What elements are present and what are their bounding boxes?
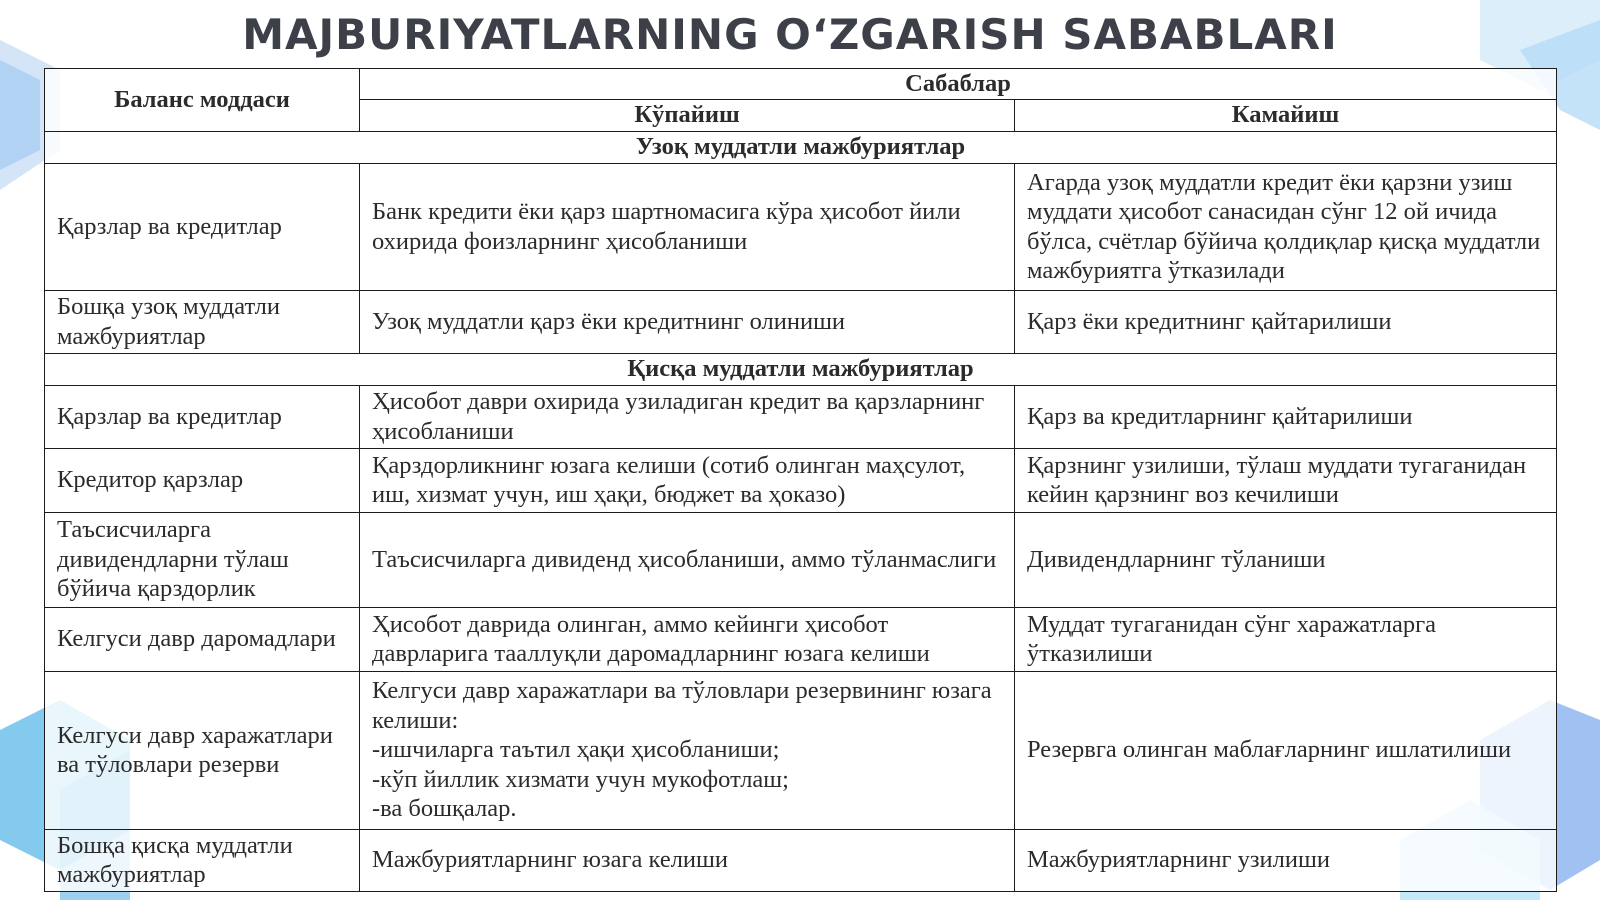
- header-balance-item: Баланс моддаси: [45, 69, 360, 132]
- cell-increase: Банк кредити ёки қарз шартномасига кўра ҳисобот йили охирида фоизларнинг ҳисобланиши: [360, 163, 1015, 290]
- table-row: [45, 607, 1557, 671]
- page-title: MAJBURIYATLARNING O‘ZGARISH SABABLARI: [242, 10, 1338, 59]
- cell-balance-item: Келгуси давр даромадлари: [45, 607, 360, 671]
- cell-increase: Узоқ муддатли қарз ёки кредитнинг олиниши: [360, 290, 1015, 353]
- cell-increase: Ҳисобот даври охирида узиладиган кредит ва қарзларнинг ҳисобланиши: [360, 385, 1015, 448]
- table-row: [45, 290, 1557, 353]
- section-title-long-term: Узоқ муддатли мажбуриятлар: [45, 131, 1557, 163]
- cell-balance-item: Қарзлар ва кредитлар: [45, 163, 360, 290]
- section-row: [45, 131, 1557, 163]
- cell-decrease: Муддат тугаганидан сўнг харажатларга ўтказилиши: [1015, 607, 1557, 671]
- header-row-top: [45, 69, 1557, 100]
- section-row: [45, 353, 1557, 385]
- cell-increase: Мажбуриятларнинг юзага келиши: [360, 829, 1015, 891]
- header-decrease: Камайиш: [1015, 99, 1557, 131]
- cell-balance-item: Таъсисчиларга дивидендларни тўлаш бўйича қарздорлик: [45, 512, 360, 607]
- cell-balance-item: Қарзлар ва кредитлар: [45, 385, 360, 448]
- table-row: [45, 671, 1557, 829]
- cell-increase: Қарздорликнинг юзага келиши (сотиб олинган маҳсулот, иш, хизмат учун, иш ҳақи, бюджет ва ҳоказо): [360, 448, 1015, 512]
- cell-increase: Ҳисобот даврида олинган, аммо кейинги ҳисобот даврларига тааллуқли даромадларнинг юзага келиши: [360, 607, 1015, 671]
- table-row: [45, 829, 1557, 891]
- cell-decrease: Резервга олинган маблағларнинг ишлатилиши: [1015, 671, 1557, 829]
- cell-balance-item: Бошқа қисқа муддатли мажбуриятлар: [45, 829, 360, 891]
- cell-decrease: Мажбуриятларнинг узилиши: [1015, 829, 1557, 891]
- table-row: [45, 385, 1557, 448]
- cell-decrease: Қарзнинг узилиши, тўлаш муддати тугаганидан кейин қарзнинг воз кечилиши: [1015, 448, 1557, 512]
- section-title-short-term: Қисқа муддатли мажбуриятлар: [45, 353, 1557, 385]
- cell-balance-item: Кредитор қарзлар: [45, 448, 360, 512]
- cell-decrease: Агарда узоқ муддатли кредит ёки қарзни узиш муддати ҳисобот санасидан сўнг 12 ой ичида бўлса, счётлар бўйича қолдиқлар қисқа муддатли мажбуриятга ўтказилади: [1015, 163, 1557, 290]
- liabilities-changes-table: [44, 68, 1557, 892]
- table-row: [45, 448, 1557, 512]
- cell-balance-item: Келгуси давр харажатлари ва тўловлари резерви: [45, 671, 360, 829]
- cell-increase: Келгуси давр харажатлари ва тўловлари резервининг юзага келиши: -ишчиларга таътил ҳақи ҳисобланиши; -кўп йиллик хизмати учун мукофотлаш; -ва бошқалар.: [360, 671, 1015, 829]
- header-reasons: Сабаблар: [360, 69, 1557, 100]
- cell-balance-item: Бошқа узоқ муддатли мажбуриятлар: [45, 290, 360, 353]
- cell-decrease: Қарз ёки кредитнинг қайтарилиши: [1015, 290, 1557, 353]
- table-row: [45, 512, 1557, 607]
- cell-decrease: Қарз ва кредитларнинг қайтарилиши: [1015, 385, 1557, 448]
- header-increase: Кўпайиш: [360, 99, 1015, 131]
- cell-increase: Таъсисчиларга дивиденд ҳисобланиши, аммо тўланмаслиги: [360, 512, 1015, 607]
- table-row: [45, 163, 1557, 290]
- cell-decrease: Дивидендларнинг тўланиши: [1015, 512, 1557, 607]
